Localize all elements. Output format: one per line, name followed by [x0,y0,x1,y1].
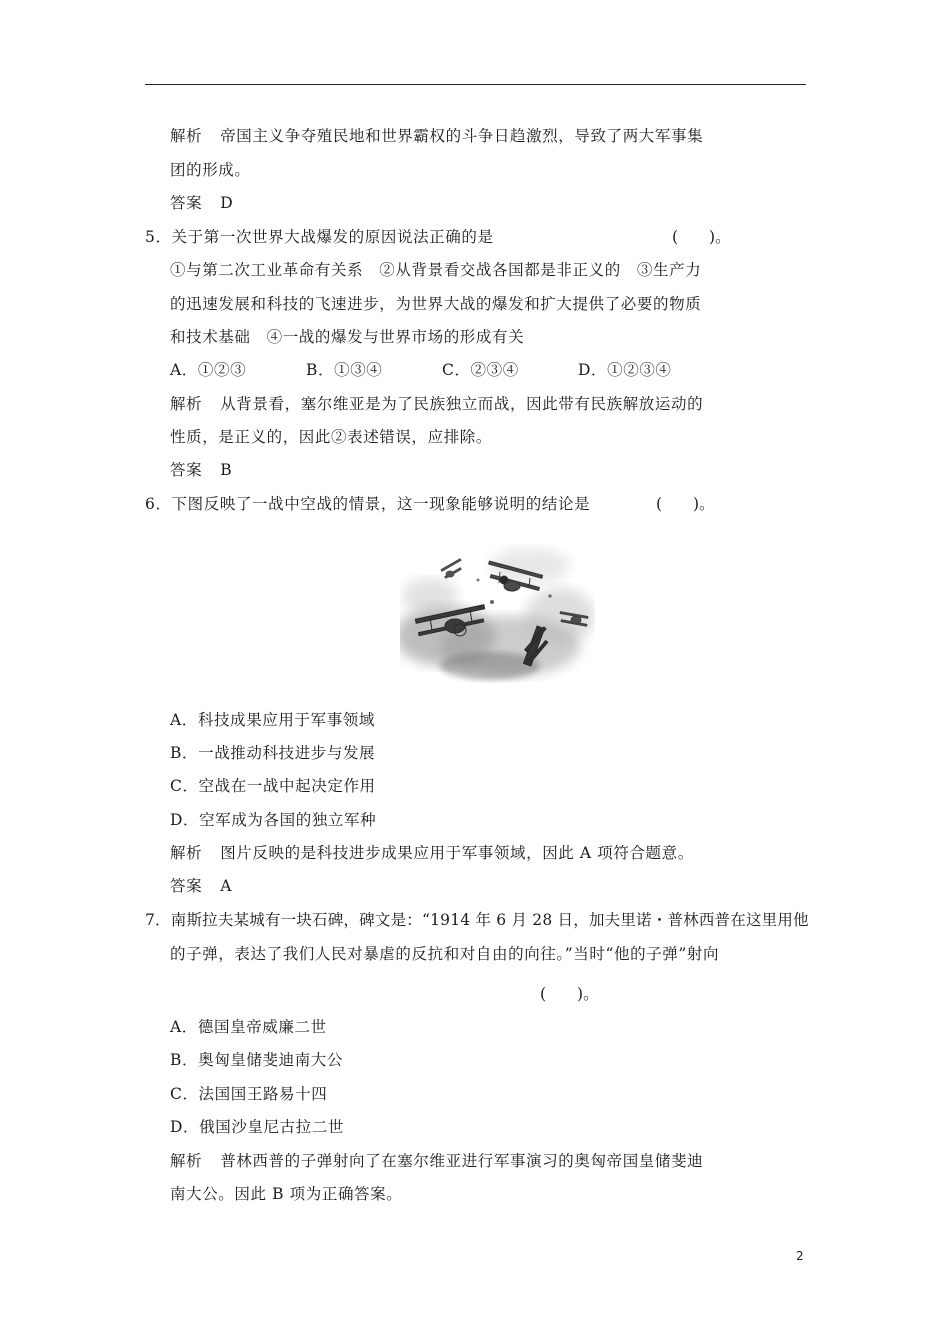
q5-items-line-1: ①与第二次工业革命有关系 ②从背景看交战各国都是非正义的 ③生产力 [170,261,702,279]
header-rule [145,84,806,85]
q7-option-c: C．法国国王路易十四 [170,1085,328,1103]
q6-answer [170,876,232,896]
q6-analysis-text-1: 图片反映的是科技进步成果应用于军事领域，因此 A 项符合题意。 [220,844,694,862]
q4-analysis-line-1 [170,126,703,146]
q6-stem: 6．下图反映了一战中空战的情景，这一现象能够说明的结论是 [145,495,591,513]
q7-answer-paren: ( )。 [540,985,599,1003]
q6-option-c: C．空战在一战中起决定作用 [170,777,376,795]
q7-analysis-line-1 [170,1151,703,1171]
q5-option-c: C．②③④ [442,361,519,379]
q5-answer [170,460,232,480]
q5-items-line-3: 和技术基础 ④一战的爆发与世界市场的形成有关 [170,328,525,346]
q4-answer [170,193,233,213]
q7-option-a: A．德国皇帝威廉二世 [170,1018,327,1036]
q7-analysis-text-1: 普林西普的子弹射向了在塞尔维亚进行军事演习的奥匈帝国皇储斐迪 [220,1152,704,1170]
air-combat-image [400,526,595,686]
q6-answer-value: A [220,877,232,895]
q7-stem-line-1: 7．南斯拉夫某城有一块石碑，碑文是：“1914 年 6 月 28 日，加夫里诺・普林西普在这里用他 [145,911,809,929]
q4-answer-label: 答案 [170,194,203,212]
q6-option-d: D．空军成为各国的独立军种 [170,811,377,829]
q6-analysis-label: 解析 [170,844,203,862]
q5-analysis-line-1 [170,394,703,414]
q5-option-b: B．①③④ [306,361,383,379]
q5-answer-label: 答案 [170,461,203,479]
q7-option-b: B．奥匈皇储斐迪南大公 [170,1051,343,1069]
q5-answer-paren: ( )。 [672,228,731,246]
q4-analysis-label: 解析 [170,127,203,145]
q6-option-b: B．一战推动科技进步与发展 [170,744,376,762]
q5-stem: 5．关于第一次世界大战爆发的原因说法正确的是 [145,228,494,246]
q6-option-a: A．科技成果应用于军事领域 [170,711,375,729]
q4-analysis-text-1: 帝国主义争夺殖民地和世界霸权的斗争日趋激烈，导致了两大军事集 [220,127,704,145]
q7-analysis-label: 解析 [170,1152,203,1170]
page-number: 2 [796,1249,804,1263]
q7-analysis-line-2: 南大公。因此 B 项为正确答案。 [170,1185,403,1203]
q5-analysis-line-2: 性质，是正义的，因此②表述错误，应排除。 [170,428,493,446]
q5-answer-value: B [220,461,233,479]
q6-answer-label: 答案 [170,877,203,895]
q4-analysis-line-2: 团的形成。 [170,161,251,179]
q5-option-d: D．①②③④ [578,361,672,379]
q4-answer-value: D [220,194,234,212]
q5-analysis-label: 解析 [170,395,203,413]
q6-answer-paren: ( )。 [656,495,715,513]
q5-analysis-text-1: 从背景看，塞尔维亚是为了民族独立而战，因此带有民族解放运动的 [220,395,704,413]
q7-option-d: D．俄国沙皇尼古拉二世 [170,1118,345,1136]
q5-options [170,360,714,380]
q5-option-a: A．①②③ [170,361,247,379]
q7-stem-line-2: 的子弹，表达了我们人民对暴虐的反抗和对自由的向往。”当时“他的子弹”射向 [170,945,720,963]
q5-items-line-2: 的迅速发展和科技的飞速进步，为世界大战的爆发和扩大提供了必要的物质 [170,295,702,313]
q6-analysis-line-1 [170,843,694,863]
